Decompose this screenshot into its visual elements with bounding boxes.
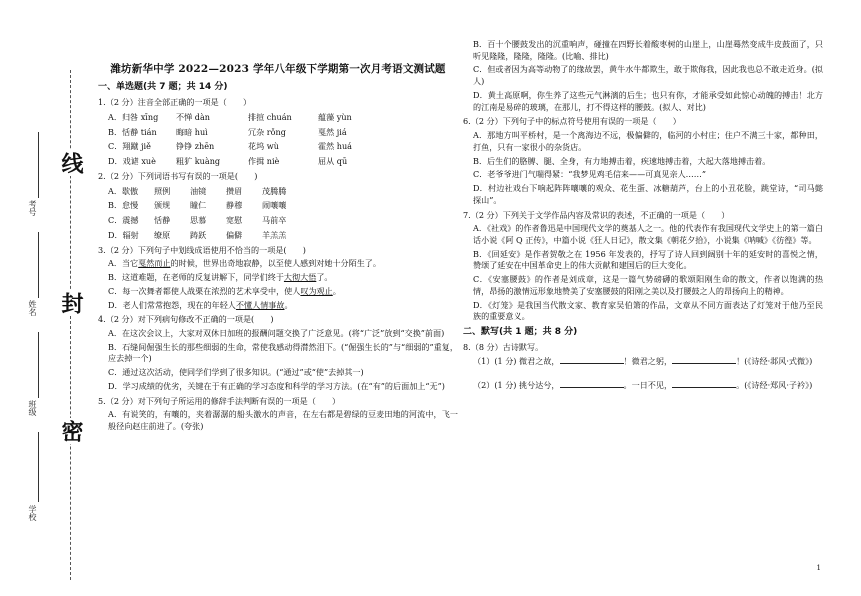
question-1-option-a: A．归咎 xīng 不惮 dàn 排揎 chuán 蕴藻 yùn	[108, 112, 352, 122]
question-3-option-b: B．这道难题，在老师的反复讲解下，同学们终于大彻大悟了。	[108, 272, 333, 283]
answer-blank-4[interactable]	[672, 380, 736, 388]
question-5-stem: 5.（2 分）对下列句子所运用的修辞手法判断有误的一项是（ ）	[98, 395, 341, 406]
question-4-option-c: C．通过这次活动，使同学们学到了很多知识。(“通过”或“使”去掉其一)	[108, 367, 364, 378]
binding-strip	[0, 0, 100, 596]
question-7-option-c: C．《安塞腰鼓》的作者是刘成章，这是一篇气势磅礴的歌颂阳刚生命的散文，作者以饱满的热情，昂扬的激情远形象地赞美了安塞腰鼓的阳刚之美以及打腰鼓之人的昂扬向上的精神。	[473, 274, 823, 296]
right-column	[463, 37, 823, 393]
question-1-stem: 1.（2 分）注音全部正确的一项是（ ）	[98, 97, 252, 108]
binding-char-xian: 线	[58, 152, 84, 174]
question-8-item-1: （1）(1 分) 微君之故， ！微君之躬， ！(《诗经·邶风·式微》)	[473, 355, 813, 366]
question-3-option-d: D．老人们常常抱怨，现在的年轻人不懂人情事故。	[108, 299, 293, 310]
question-3-stem: 3.（2 分）下列句子中划线成语使用不恰当的一项是( )	[98, 244, 306, 255]
field-label-school: 学校	[28, 505, 37, 521]
question-5-option-a: A．有说笑的，有嚷的，夹着潺潺的船头激水的声音，在左右都是碧绿的豆麦田地的河流中，飞一般径向赵庄前进了。(夸张)	[108, 409, 458, 432]
question-7-option-d: D．《灯笼》是我国当代散文家、教育家吴伯箫的作品，文章从不同方面表达了灯笼对于他乃至民族的重要意义。	[473, 299, 823, 322]
left-column	[98, 62, 458, 435]
field-label-exam-number: 考号	[28, 200, 37, 216]
question-1-option-c: C．翔蹴 jiě 铮铮 zhēn 花坞 wù 霍然 huá	[108, 141, 353, 152]
question-6-option-a: A．那地方叫平桥村，是一个离海边不远，极偏僻的，临河的小村庄；住户不满三十家，都种田，打鱼，只有一家很小的杂货店。	[473, 130, 823, 152]
answer-blank-3[interactable]	[560, 380, 624, 388]
question-2-option-a: A．歇傲 照例 油镜 攒眉 茂腾腾	[108, 185, 287, 196]
exam-number-line	[38, 132, 39, 198]
question-4-stem: 4.（2 分）对下列病句修改不正确的一项是( )	[98, 314, 274, 325]
section-2-heading: 二、默写(共 1 题；共 8 分)	[463, 327, 578, 338]
name-line	[38, 232, 39, 298]
question-5-option-b: B．百十个腰鼓发出的沉重响声，碰撞在四野长着酸枣树的山崖上，山崖蓦然变成牛皮鼓面了，只听见隆隆，隆隆，隆隆。(比喻、排比)	[473, 39, 823, 61]
question-3-option-c: C．每一次舞者都使人战栗在浓烈的艺术享受中，使人叹为观止。	[108, 285, 341, 296]
field-label-class: 班级	[28, 400, 37, 416]
question-2-option-c: C．震撼 恬静 思慕 宽慰 马前卒	[108, 215, 287, 226]
question-6-option-d: D．村边社戏台下响起阵阵嚷嚷的观众、花生蛋、冰糖葫芦，台上的小丑花脸，跳堂诗，“司马懿探山”。	[473, 183, 823, 205]
question-4-option-d: D．学习成绩的优劣，关键在于有正确的学习态度和科学的学习方法。(在“有”的后面加上“无”)	[108, 380, 445, 391]
class-line	[38, 332, 39, 398]
question-8-stem: 8.（8 分）古诗默写。	[463, 342, 544, 353]
question-6-option-b: B．后生们的胳膊、腿、全身，有力地搏击着，疾速地搏击着，大起大落地搏击着。	[473, 155, 771, 166]
binding-char-mi: 密	[58, 420, 84, 442]
binding-char-feng: 封	[58, 292, 84, 314]
question-1-option-b: B．恬静 tián 晦暗 huì 冗杂 rǒng 戛然 jiá	[108, 126, 347, 137]
answer-blank-1[interactable]	[560, 356, 624, 364]
question-6-stem: 6.（2 分）下列句子中的标点符号使用有误的一项是（ ）	[463, 116, 681, 127]
question-7-stem: 7.（2 分）下列关于文学作品内容及常识的表述，不正确的一项是（ ）	[463, 209, 730, 220]
question-3-option-a: A．当它戛然而止的时候，世界出奇地寂静，以至使人感到对她十分陌生了。	[108, 258, 381, 269]
question-2-option-b: B．怠慢 颁规 瞳仁 静穆 闹嚷嚷	[108, 200, 287, 211]
school-line	[38, 432, 39, 502]
question-6-option-c: C．老爷爷进门气喘得紧：“我梦见鸡毛信来——可真见亲人……”	[473, 169, 707, 180]
section-1-heading: 一、单选题(共 7 题；共 14 分)	[98, 82, 228, 93]
answer-blank-2[interactable]	[672, 356, 736, 364]
question-2-stem: 2.（2 分）下列词语书写有误的一项是( )	[98, 170, 258, 181]
question-2-option-d: D．辐射 缭原 踌跃 偏僻 羊羔羔	[108, 229, 287, 240]
question-1-option-d: D．戏谑 xuè 粗犷 kuàng 作揖 niè 屈从 qū	[108, 156, 348, 167]
field-label-name: 姓名	[28, 300, 37, 316]
question-8-item-2: （2）(1 分) 挑兮达兮， 。一日不见， 。(《诗经·郑风·子衿》)	[473, 379, 813, 390]
question-4-option-b: B．石缝间倔强生长的那些细弱的生命，常使我感动得潸然泪下。(“倔强生长的”与“细弱的”重复，应去掉一个)	[108, 341, 458, 364]
page-number: 1	[816, 564, 821, 572]
question-5-option-c: C．但或者因为高等动物了的缘故罢，黄牛水牛都欺生，敢于欺侮我，因此我也总不敢走近身。(拟人)	[473, 64, 823, 87]
question-7-option-a: A．《社戏》的作者鲁迅是中国现代文学的奠基人之一。他的代表作有我国现代文学史上的第一篇白话小说《阿 Q 正传》，中篇小说《狂人日记》，散文集《朝花夕拾》，小说集《呐喊》《彷徨》等。	[473, 223, 823, 246]
question-7-option-b: B．《回延安》是作者贺敬之在 1956 年发表的，抒写了诗人回到阔别十年的延安时的喜悦之情，赞颂了延安在中国革命史上的伟大贡献和建国后的巨大变化。	[473, 248, 823, 271]
question-4-option-a: A．在这次会议上，大家对双休日加班的报酬问题交换了广泛意见。(将“广泛”放到“交换”前面)	[108, 328, 445, 339]
binding-dashed-line	[70, 70, 71, 580]
exam-title: 潍坊新华中学 2022—2023 学年八年级下学期第一次月考语文测试题	[110, 63, 446, 75]
question-5-option-d: D．黄土高原啊，你生养了这些元气淋漓的后生；也只有你，才能承受如此惊心动魄的搏击！北方的江南是易碎的玻璃，在那儿，打不得这样的腰鼓。(拟人、对比)	[473, 89, 823, 112]
